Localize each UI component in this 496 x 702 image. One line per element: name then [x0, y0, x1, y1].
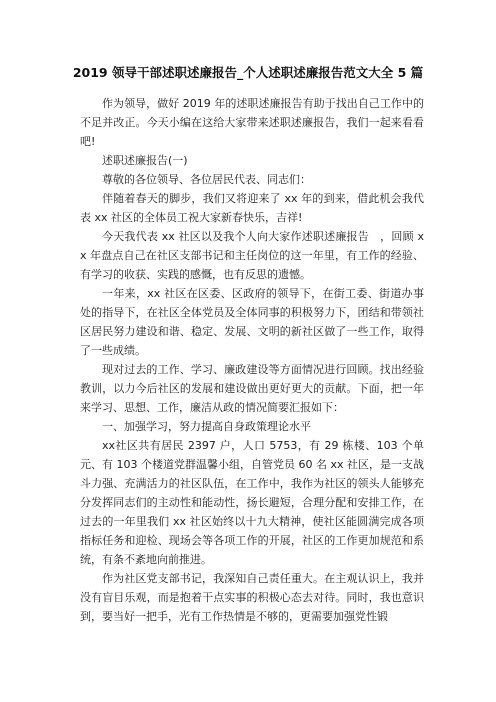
paragraph-salutation: 尊敬的各位领导、各位居民代表、同志们：	[102, 173, 311, 186]
paragraph-achievements: 一年来，xx 社区在区委、区政府的领导下，在街工委、街道办事处的指导下，在社区全体党员及全体同事的积极努力下，团结和带领社区居民努力建设和谐、稳定、发展、文明的新社区做了一些工作，取得了一些成绩。	[80, 287, 424, 357]
paragraph-greeting: 伴随着春天的脚步，我们又将迎来了 xx 年的到来，借此机会我代表 xx 社区的全体员工祝大家新春快乐，吉祥!	[80, 192, 424, 224]
paragraph-party-secretary: 作为社区党支部书记，我深知自己责任重大。在主观认识上，我并没有盲目乐观，而是抱着干点实事的积极心态去对待。同时，我也意识到，要当好一把手，光有工作热情是不够的，更需要加强党性锻	[80, 572, 424, 623]
section-heading-report-one: 述职述廉报告(一)	[102, 154, 188, 167]
paragraph-intro: 作为领导，做好 2019 年的述职述廉报告有助于找出自己工作中的不足并改正。今天小编在这给大家带来述职述廉报告，我们一起来看看吧!	[80, 97, 424, 148]
paragraph-community-overview: xx社区共有居民 2397 户，人口 5753，有 29 栋楼、103 个单元、有 103 个楼道党群温馨小组，自管党员 60 名 xx 社区，是一支战斗力强、充满活力的社区队伍，在工作中，我作为社区的领头人能够充分发挥同志们的主动性和能动性，扬长避短，合理分配和安排工作，在过去的一年里我们 xx 社区始终以十九大精神，使社区能圆满完成各项指标任务和迎检、现场会等各项工作的开展，社区的工作更加规范和系统，有条不紊地向前推进。	[80, 439, 424, 566]
section-heading-study: 一、加强学习，努力提高自身政策理论水平	[102, 420, 311, 433]
paragraph-summary-intro: 现对过去的工作、学习、廉政建设等方面情况进行回顾。找出经验教训，以力今后社区的发展和建设做出更好更大的贡献。下面，把一年来学习、思想、工作，廉洁从政的情况简要汇报如下：	[80, 363, 424, 414]
document-title: 2019 领导干部述职述廉报告_个人述职述廉报告范文大全 5 篇	[72, 65, 424, 80]
paragraph-review: 今天我代表 xx 社区以及我个人向大家作述职述廉报告 ，回顾 xx 年盘点自己在社区支部书记和主任岗位的这一年里，有工作的经验、有学习的收获、实践的感慨，也有反思的遗憾。	[80, 230, 424, 281]
document-body	[80, 94, 424, 626]
